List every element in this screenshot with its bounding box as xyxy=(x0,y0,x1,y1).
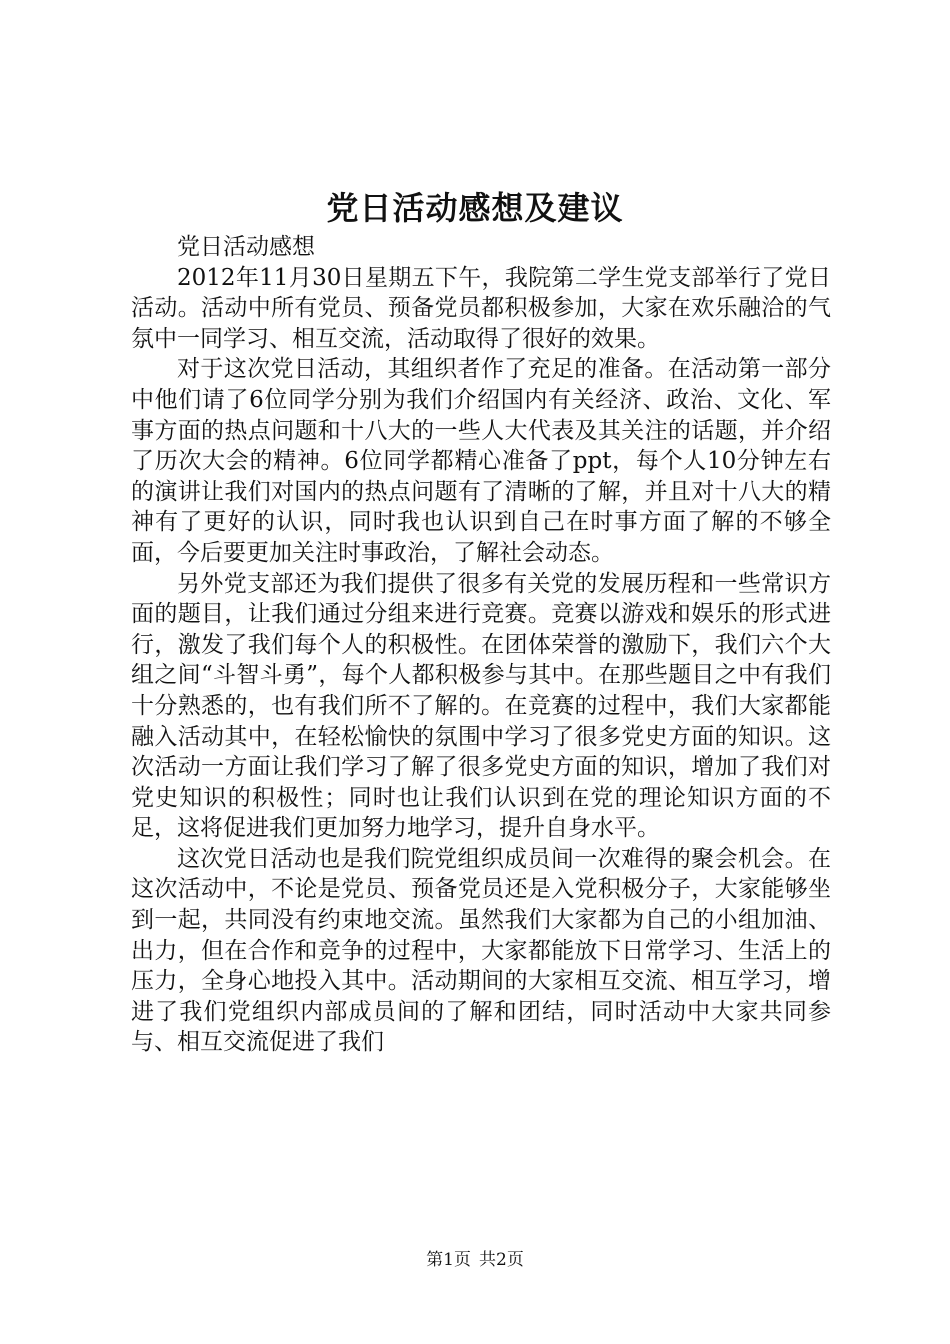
paragraph-4: 这次党日活动也是我们院党组织成员间一次难得的聚会机会。在这次活动中，不论是党员、预备党员还是入党积极分子，大家能够坐到一起，共同没有约束地交流。虽然我们大家都为自己的小组加油、出力，但在合作和竞争的过程中，大家都能放下日常学习、生活上的压力，全身心地投入其中。活动期间的大家相互交流、相互学习，增进了我们党组织内部成员间的了解和团结，同时活动中大家共同参与、相互交流促进了我们 xyxy=(131,845,831,1056)
paragraph-1: 2012年11月30日星期五下午，我院第二学生党支部举行了党日活动。活动中所有党员、预备党员都积极参加，大家在欢乐融洽的气氛中一同学习、相互交流，活动取得了很好的效果。 xyxy=(131,264,831,352)
page-number: 第1页 xyxy=(426,1250,471,1270)
section-heading: 党日活动感想 xyxy=(177,234,315,260)
document-title: 党日活动感想及建议 xyxy=(326,189,624,227)
page-total: 共2页 xyxy=(479,1250,524,1270)
paragraph-2: 对于这次党日活动，其组织者作了充足的准备。在活动第一部分中他们请了6位同学分别为我们介绍国内有关经济、政治、文化、军事方面的热点问题和十八大的一些人大代表及其关注的话题，并介绍了历次大会的精神。6位同学都精心准备了ppt，每个人10分钟左右的演讲让我们对国内的热点问题有了清晰的了解，并且对十八大的精神有了更好的认识，同时我也认识到自己在时事方面了解的不够全面，今后要更加关注时事政治，了解社会动态。 xyxy=(131,356,831,566)
document-body xyxy=(131,232,831,1058)
paragraph-3: 另外党支部还为我们提供了很多有关党的发展历程和一些常识方面的题目，让我们通过分组来进行竞赛。竞赛以游戏和娱乐的形式进行，激发了我们每个人的积极性。在团体荣誉的激励下，我们六个大组之间“斗智斗勇”，每个人都积极参与其中。在那些题目之中有我们十分熟悉的，也有我们所不了解的。在竞赛的过程中，我们大家都能融入活动其中，在轻松愉快的氛围中学习了很多党史方面的知识。这次活动一方面让我们学习了解了很多党史方面的知识，增加了我们对党史知识的积极性；同时也让我们认识到在党的理论知识方面的不足，这将促进我们更加努力地学习，提升自身水平。 xyxy=(131,570,831,842)
page-footer xyxy=(0,1248,950,1272)
